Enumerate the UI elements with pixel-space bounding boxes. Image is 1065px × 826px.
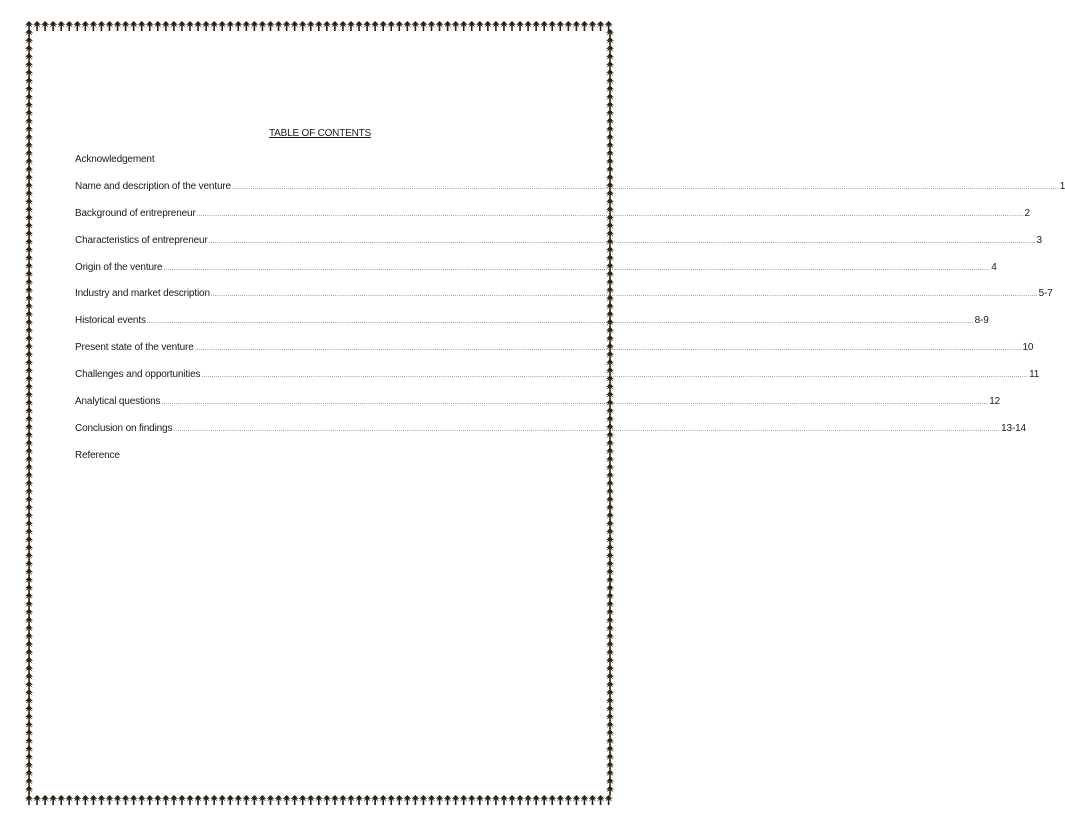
border-tree-icon — [242, 21, 250, 31]
border-tree-icon — [371, 795, 379, 805]
border-tree-icon — [291, 21, 299, 31]
border-tree-icon — [97, 795, 105, 805]
border-tree-icon — [202, 21, 210, 31]
border-tree-icon — [564, 21, 572, 31]
toc-entry-label: Background of entrepreneur — [75, 207, 196, 219]
border-tree-icon — [130, 21, 138, 31]
border-tree-icon — [540, 795, 548, 805]
border-tree-icon — [355, 21, 363, 31]
border-tree-icon — [484, 795, 492, 805]
border-tree-icon — [468, 795, 476, 805]
border-tree-icon — [339, 795, 347, 805]
border-tree-icon — [154, 795, 162, 805]
border-tree-icon — [65, 21, 73, 31]
border-tree-icon — [411, 795, 419, 805]
border-tree-icon — [460, 795, 468, 805]
border-tree-icon — [307, 21, 315, 31]
border-tree-icon — [25, 795, 33, 805]
border-tree-icon — [283, 21, 291, 31]
border-tree-icon — [476, 795, 484, 805]
border-tree-icon — [210, 795, 218, 805]
border-tree-icon — [146, 795, 154, 805]
border-tree-icon — [250, 795, 258, 805]
border-tree-icon — [347, 795, 355, 805]
border-tree-icon — [452, 795, 460, 805]
border-tree-icon — [97, 21, 105, 31]
border-tree-icon — [500, 795, 508, 805]
border-tree-icon — [403, 795, 411, 805]
border-tree-icon — [605, 21, 613, 31]
border-tree-icon — [572, 21, 580, 31]
border-tree-icon — [540, 21, 548, 31]
border-tree-icon — [267, 21, 275, 31]
border-tree-icon — [516, 21, 524, 31]
border-tree-icon — [106, 795, 114, 805]
leader-dots: ................................................................................................................................................................................................................................................................................................................................................................................................................ — [163, 265, 991, 272]
leader-dots: ................................................................................................................................................................................................................................................................................................................................................................................................................ — [210, 292, 1038, 299]
toc-entry-origin — [75, 258, 997, 285]
border-tree-icon — [138, 795, 146, 805]
toc-entry-label: Industry and market description — [75, 288, 210, 300]
border-tree-icon — [162, 795, 170, 805]
border-tree-icon — [589, 795, 597, 805]
toc-entry-label: Historical events — [75, 315, 146, 327]
border-tree-icon — [226, 795, 234, 805]
border-tree-icon — [580, 795, 588, 805]
border-tree-icon — [154, 21, 162, 31]
toc-entry-label: Characteristics of entrepreneur — [75, 234, 208, 246]
leader-dots: ................................................................................................................................................................................................................................................................................................................................................................................................................ — [146, 319, 974, 326]
toc-entry-industry — [75, 284, 1053, 311]
toc-entry-page: 11 — [1029, 369, 1040, 381]
border-tree-icon — [106, 21, 114, 31]
border-tree-icon — [250, 21, 258, 31]
border-tree-icon — [395, 21, 403, 31]
border-tree-icon — [411, 21, 419, 31]
toc-entry-characteristics — [75, 231, 1042, 258]
border-tree-icon — [258, 795, 266, 805]
border-tree-icon — [218, 795, 226, 805]
border-tree-icon — [444, 21, 452, 31]
border-tree-icon — [234, 21, 242, 31]
leader-dots: ................................................................................................................................................................................................................................................................................................................................................................................................................ — [194, 346, 1022, 353]
border-tree-icon — [130, 795, 138, 805]
toc-entry-label: Conclusion on findings — [75, 422, 173, 434]
leader-dots: ................................................................................................................................................................................................................................................................................................................................................................................................................ — [231, 184, 1059, 191]
border-tree-icon — [275, 21, 283, 31]
border-tree-icon — [315, 795, 323, 805]
border-tree-icon — [122, 21, 130, 31]
border-tree-icon — [186, 795, 194, 805]
border-tree-icon — [476, 21, 484, 31]
leader-dots: ................................................................................................................................................................................................................................................................................................................................................................................................................ — [161, 400, 989, 407]
border-tree-icon — [194, 21, 202, 31]
border-tree-icon — [218, 21, 226, 31]
border-tree-icon — [395, 795, 403, 805]
border-tree-icon — [371, 21, 379, 31]
toc-entry-analytical — [75, 392, 1001, 419]
border-tree-icon — [178, 21, 186, 31]
border-tree-icon — [323, 21, 331, 31]
border-tree-icon — [452, 21, 460, 31]
toc-entry-page: 8-9 — [974, 315, 989, 327]
border-tree-icon — [186, 21, 194, 31]
border-tree-icon — [379, 795, 387, 805]
toc-entry-reference — [75, 446, 561, 473]
border-tree-icon — [315, 21, 323, 31]
border-tree-icon — [597, 795, 605, 805]
border-tree-icon — [508, 795, 516, 805]
table-of-contents — [75, 150, 1065, 473]
border-tree-icon — [234, 795, 242, 805]
border-tree-icon — [114, 21, 122, 31]
border-tree-icon — [500, 21, 508, 31]
border-tree-icon — [605, 795, 613, 805]
toc-entry-page: 1 — [1059, 180, 1065, 192]
toc-entry-label: Origin of the venture — [75, 261, 163, 273]
border-tree-icon — [387, 795, 395, 805]
border-tree-icon — [138, 21, 146, 31]
border-tree-icon — [122, 795, 130, 805]
border-tree-icon — [49, 21, 57, 31]
border-tree-icon — [468, 21, 476, 31]
border-tree-icon — [597, 21, 605, 31]
border-tree-icon — [299, 21, 307, 31]
border-tree-icon — [65, 795, 73, 805]
border-tree-icon — [258, 21, 266, 31]
border-tree-icon — [436, 795, 444, 805]
border-tree-icon — [419, 795, 427, 805]
border-tree-icon — [564, 795, 572, 805]
border-tree-icon — [275, 795, 283, 805]
border-tree-icon — [73, 795, 81, 805]
border-tree-icon — [57, 795, 65, 805]
border-tree-icon — [484, 21, 492, 31]
toc-entry-page: 3 — [1036, 234, 1042, 246]
border-tree-icon — [589, 21, 597, 31]
toc-entry-label: Reference — [75, 449, 120, 461]
border-tree-icon — [444, 795, 452, 805]
border-tree-icon — [49, 795, 57, 805]
toc-entry-historical — [75, 311, 989, 338]
toc-entry-label: Acknowledgement — [75, 154, 155, 165]
border-tree-icon — [267, 795, 275, 805]
border-tree-icon — [146, 21, 154, 31]
border-tree-icon — [419, 21, 427, 31]
border-tree-icon — [283, 795, 291, 805]
border-tree-icon — [178, 795, 186, 805]
toc-entry-conclusion — [75, 419, 1026, 446]
border-tree-icon — [114, 795, 122, 805]
border-tree-icon — [242, 795, 250, 805]
toc-entry-page: 4 — [991, 261, 997, 273]
toc-entry-present-state — [75, 338, 1034, 365]
border-tree-icon — [355, 795, 363, 805]
toc-entry-challenges — [75, 365, 1040, 392]
border-tree-icon — [580, 21, 588, 31]
toc-entry-label: Challenges and opportunities — [75, 369, 201, 381]
border-tree-icon — [170, 795, 178, 805]
border-tree-icon — [89, 795, 97, 805]
border-tree-icon — [556, 21, 564, 31]
border-tree-icon — [226, 21, 234, 31]
border-tree-icon — [516, 795, 524, 805]
border-tree-icon — [572, 795, 580, 805]
border-tree-icon — [33, 21, 41, 31]
toc-entry-page: 12 — [989, 396, 1001, 408]
border-tree-icon — [73, 21, 81, 31]
border-tree-icon — [556, 795, 564, 805]
border-tree-icon — [25, 786, 33, 796]
border-tree-icon — [331, 21, 339, 31]
border-tree-icon — [202, 795, 210, 805]
toc-entry-page: 10 — [1022, 342, 1034, 354]
border-tree-icon — [89, 21, 97, 31]
border-tree-icon — [524, 795, 532, 805]
border-tree-icon — [428, 795, 436, 805]
border-tree-icon — [347, 21, 355, 31]
title-text: TABLE OF CONTENTS — [269, 128, 371, 139]
toc-entry-page: 5-7 — [1038, 288, 1053, 300]
border-tree-icon — [379, 21, 387, 31]
border-tree-icon — [81, 21, 89, 31]
border-tree-icon — [532, 21, 540, 31]
border-tree-icon — [339, 21, 347, 31]
border-tree-icon — [162, 21, 170, 31]
border-tree-icon — [331, 795, 339, 805]
border-tree-icon — [532, 795, 540, 805]
leader-dots: ................................................................................................................................................................................................................................................................................................................................................................................................................ — [196, 211, 1024, 218]
border-tree-icon — [508, 21, 516, 31]
border-tree-icon — [524, 21, 532, 31]
border-tree-icon — [548, 795, 556, 805]
toc-entry-background — [75, 204, 1030, 231]
border-tree-icon — [41, 21, 49, 31]
border-tree-icon — [210, 21, 218, 31]
border-tree-icon — [57, 21, 65, 31]
toc-entry-label: Analytical questions — [75, 396, 161, 408]
border-tree-icon — [194, 795, 202, 805]
border-tree-icon — [606, 786, 614, 796]
border-tree-icon — [41, 795, 49, 805]
border-tree-icon — [33, 795, 41, 805]
toc-entry-page: 13-14 — [1001, 422, 1026, 434]
border-tree-icon — [387, 21, 395, 31]
border-tree-icon — [81, 795, 89, 805]
border-tree-icon — [548, 21, 556, 31]
border-tree-icon — [307, 795, 315, 805]
border-tree-icon — [492, 21, 500, 31]
border-tree-icon — [363, 21, 371, 31]
leader-dots: ................................................................................................................................................................................................................................................................................................................................................................................................................ — [201, 373, 1029, 380]
border-tree-icon — [436, 21, 444, 31]
toc-entry-label: Present state of the venture — [75, 342, 194, 354]
leader-dots: ................................................................................................................................................................................................................................................................................................................................................................................................................ — [208, 238, 1036, 245]
border-tree-icon — [492, 795, 500, 805]
toc-entry-acknowledgement — [75, 150, 561, 177]
border-tree-icon — [299, 795, 307, 805]
border-tree-icon — [403, 21, 411, 31]
border-tree-icon — [170, 21, 178, 31]
toc-entry-name-and-description — [75, 177, 1065, 204]
toc-entry-page: 2 — [1024, 207, 1030, 219]
border-tree-icon — [363, 795, 371, 805]
leader-dots: ................................................................................................................................................................................................................................................................................................................................................................................................................ — [173, 426, 1001, 433]
border-tree-icon — [428, 21, 436, 31]
border-tree-icon — [323, 795, 331, 805]
page-title — [0, 128, 638, 139]
border-tree-icon — [460, 21, 468, 31]
toc-entry-label: Name and description of the venture — [75, 180, 231, 192]
border-tree-icon — [291, 795, 299, 805]
